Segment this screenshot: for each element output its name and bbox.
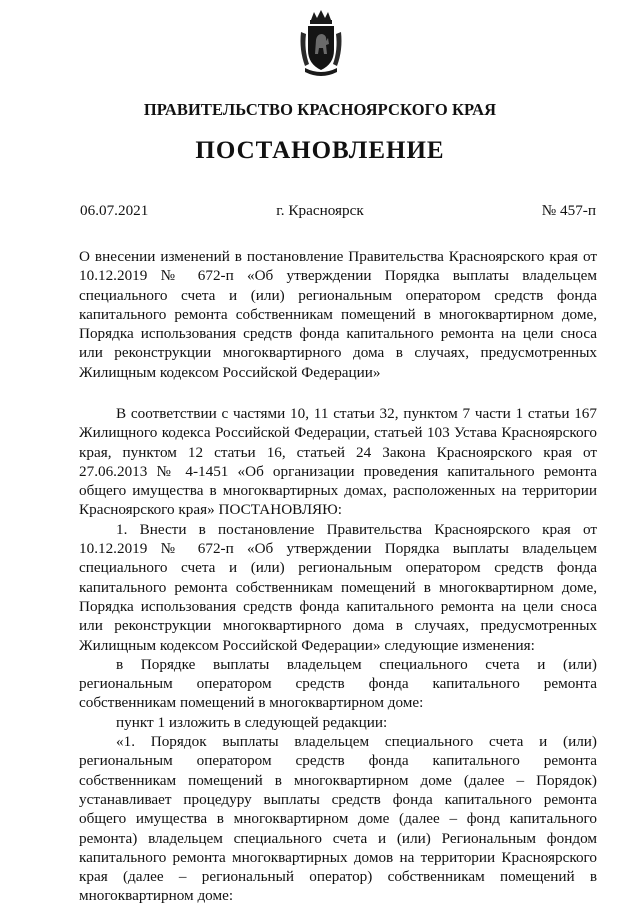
- krasnoyarsk-coat-of-arms-icon: [299, 10, 343, 76]
- document-type-title: ПОСТАНОВЛЕНИЕ: [195, 137, 445, 164]
- document-body: [79, 404, 597, 906]
- body-paragraph-item-1: 1. Внести в постановление Правительства Красноярского края от 10.12.2019 № 672-п «Об утверждении Порядка выплаты владельцем специального счета и (или) региональным оператором средств фонда капитального ремонта собственникам помещений в многоквартирном доме, Порядка использования средств фонда капитального ремонта на цели сноса или реконструкции многоквартирного дома в случаях, предусмотренных Жилищным кодексом Российской Федерации» следующие изменения:: [79, 520, 597, 654]
- government-title: ПРАВИТЕЛЬСТВО КРАСНОЯРСКОГО КРАЯ: [143, 100, 497, 119]
- body-paragraph-preamble: В соответствии с частями 10, 11 статьи 32, пунктом 7 части 1 статьи 167 Жилищного кодекса Российской Федерации, статьей 103 Устава Красноярского края, пунктом 12 статьи 16, статьей 24 Закона Красноярского края от 27.06.2013 № 4-1451 «Об организации проведения капитального ремонта общего имущества в многоквартирных домах, расположенных на территории Красноярского края» ПОСТАНОВЛЯЮ:: [79, 405, 597, 519]
- document-number: № 457-п: [541, 202, 596, 219]
- body-paragraph-order-section: в Порядке выплаты владельцем специального счета и (или) региональным оператором средств фонда капитального ремонта собственникам помещений в многоквартирном доме:: [79, 655, 597, 712]
- document-date: 06.07.2021: [80, 202, 149, 219]
- document-subject: О внесении изменений в постановление Правительства Красноярского края от 10.12.2019 № 672-п «Об утверждении Порядка выплаты владельцем специального счета и (или) региональным оператором средств фонда капитального ремонта собственникам помещений в многоквартирном доме, Порядка использования средств фонда капитального ремонта на цели сноса или реконструкции многоквартирного дома в случаях, предусмотренных Жилищным кодексом Российской Федерации»: [79, 248, 597, 381]
- body-paragraph-point-1-instruction: пункт 1 изложить в следующей редакции:: [116, 713, 388, 731]
- body-paragraph-point-1-text: «1. Порядок выплаты владельцем специального счета и (или) региональным оператором средств фонда капитального ремонта собственникам помещений в многоквартирном доме (далее – Порядок) устанавливает процедуру выплаты средств фонда капитального ремонта общего имущества в многоквартирном доме (далее – фонд капитального ремонта) владельцем специального счета и (или) Региональным фондом капитального ремонта многоквартирных домов на территории Красноярского края (далее – региональный оператор) собственникам помещений в многоквартирном доме:: [79, 733, 597, 905]
- document-city: г. Красноярск: [276, 202, 364, 219]
